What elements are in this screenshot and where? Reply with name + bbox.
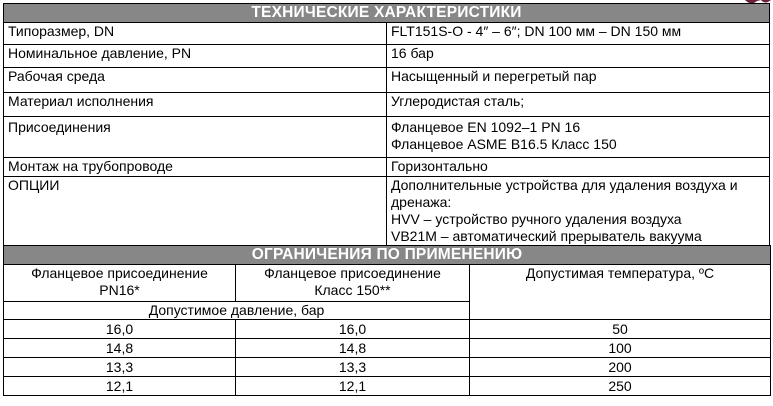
temperature-value: 200 [470,358,771,377]
temperature-value: 250 [470,377,771,396]
spec-value: FLT151S-O - 4″ – 6″; DN 100 мм – DN 150 мм [387,23,770,45]
table-row [4,177,770,246]
table-row [4,158,770,177]
spec-label: Материал исполнения [4,93,387,117]
spec-value [387,117,770,158]
column-header-pn16 [4,265,236,302]
spec-label: Номинальное давление, PN [4,45,387,68]
class150-value: 16,0 [236,320,470,339]
table-row [4,358,771,377]
column-header-class150 [236,265,470,302]
table-row [4,117,770,158]
header-line: Класс 150** [314,282,391,298]
table-row [4,339,771,358]
pn16-value: 13,3 [4,358,236,377]
table-row [4,377,771,396]
limits-column-headers [4,265,771,302]
table-row [4,93,770,117]
header-line: Фланцевое присоединение [31,265,208,281]
spec-value: 16 бар [387,45,770,68]
header-line: Фланцевое присоединение [264,265,441,281]
technical-specifications-table [3,3,770,246]
column-header-temperature: Допустимая температура, ºC [470,265,771,320]
pn16-value: 14,8 [4,339,236,358]
spec-table-title: ТЕХНИЧЕСКИЕ ХАРАКТЕРИСТИКИ [4,4,770,23]
spec-value [387,177,770,246]
table-row [4,45,770,68]
temperature-value: 100 [470,339,771,358]
application-limits-table [3,245,771,396]
spec-label: Типоразмер, DN [4,23,387,45]
class150-value: 14,8 [236,339,470,358]
spec-value-line: HVV – устройство ручного удаления воздуха [391,211,682,227]
header-line: PN16* [99,282,140,298]
spec-label: ОПЦИИ [4,177,387,246]
spec-value-line: Дополнительные устройства для удаления воздуха и дренажа: [391,177,738,210]
spec-value-line: Фланцевое EN 1092–1 PN 16 [391,119,581,135]
pressure-label: Допустимое давление, бар [4,302,470,320]
pn16-value: 16,0 [4,320,236,339]
class150-value: 12,1 [236,377,470,396]
temperature-value: 50 [470,320,771,339]
pn16-value: 12,1 [4,377,236,396]
spec-label: Монтаж на трубопроводе [4,158,387,177]
limits-table-title: ОГРАНИЧЕНИЯ ПО ПРИМЕНЕНИЮ [4,246,771,265]
spec-label: Рабочая среда [4,68,387,93]
spec-value: Насыщенный и перегретый пар [387,68,770,93]
table-row [4,68,770,93]
spec-value-line: Фланцевое ASME B16.5 Класс 150 [391,136,617,152]
spec-label: Присоединения [4,117,387,158]
class150-value: 13,3 [236,358,470,377]
table-row [4,320,771,339]
spec-value: Углеродистая сталь; [387,93,770,117]
spec-value: Горизонтально [387,158,770,177]
table-row [4,23,770,45]
spec-value-line: VB21M – автоматический прерыватель вакуума [391,228,702,244]
